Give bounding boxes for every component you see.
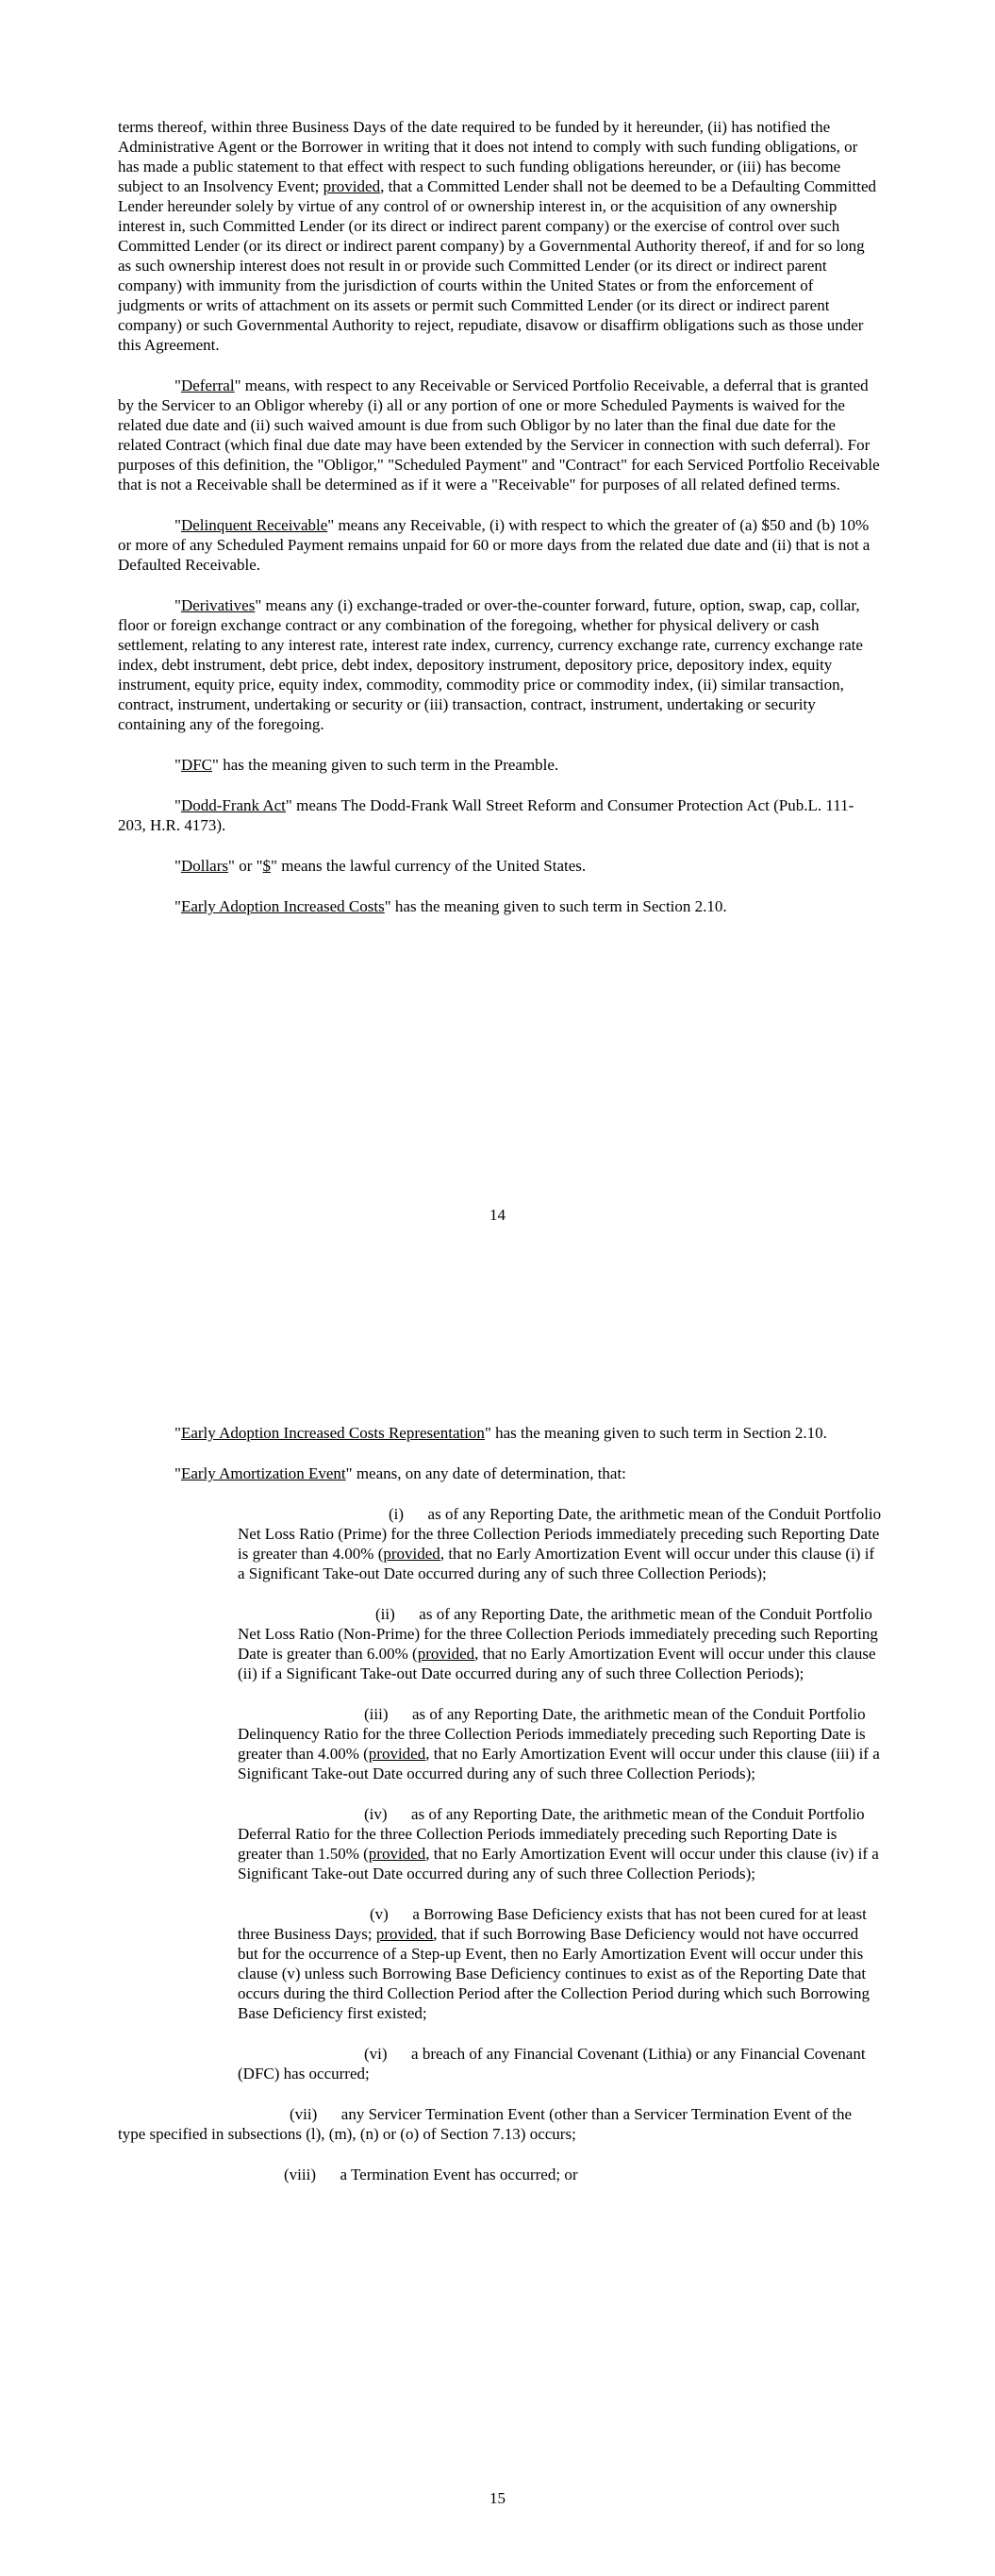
defined-term: Delinquent Receivable [180, 516, 328, 534]
clause-i: (i) as of any Reporting Date, the arithmetic mean of the Conduit Portfolio Net Loss Ratio (Prime) for the three Collection Periods immediately preceding such Reporting Date is greater than 4.00% (provided, that no Early Amortization Event will occur under this clause (i) if a Significant Take-out Date occurred during any of such three Collection Periods); [238, 1505, 882, 1582]
defined-term: DFC [180, 756, 213, 774]
definition-early-adoption-increased-costs: "Early Adoption Increased Costs" has the meaning given to such term in Section 2.10. [174, 897, 727, 915]
clause-number: (viii) [284, 2166, 316, 2183]
clause-vii: (vii) any Servicer Termination Event (other than a Servicer Termination Event of the type specified in subsections (l), (m), (n) or (o) of Section 7.13) occurs; [118, 2105, 853, 2143]
definition-deferral: "Deferral" means, with respect to any Receivable or Serviced Portfolio Receivable, a deferral that is granted by the Servicer to an Obligor whereby (i) all or any portion of one or more Scheduled Payments is waived for the related due date and (ii) such waived amount is due from such Obligor by no later than the final due date for the related Contract (which final due date may have been extended by the Servicer in connection with such deferral). For purposes of this definition, the "Obligor," "Scheduled Payment" and "Contract" for each Serviced Portfolio Receivable that is not a Receivable shall be determined as if it were a "Receivable" for purposes of all related defined terms. [118, 376, 880, 493]
definition-derivatives: "Derivatives" means any (i) exchange-traded or over-the-counter forward, future, option, swap, cap, collar, floor or foreign exchange contract or any combination of the foregoing, whether for physical delivery or cash settlement, relating to any interest rate, interest rate index, currency, currency exchange rate, currency exchange rate index, debt instrument, debt price, debt index, depository instrument, depository price, depository index, equity instrument, equity price, equity index, commodity, commodity price or commodity index, (ii) similar transaction, contract, instrument, undertaking or security or (iii) transaction, contract, instrument, undertaking or security containing any of the foregoing. [118, 596, 863, 733]
page-number: 14 [489, 1206, 506, 1224]
clause-number: (i) [389, 1505, 405, 1523]
clause-v: (v) a Borrowing Base Deficiency exists that has not been cured for at least three Business Days; provided, that if such Borrowing Base Deficiency would not have occurred but for the occurrence of a Step-up Event, then no Early Amortization Event will occur under this clause (v) unless such Borrowing Base Deficiency continues to exist as of the Reporting Date that occurs during the third Collection Period after the Collection Period during which such Borrowing Base Deficiency first existed; [238, 1905, 870, 2022]
clause-number: (ii) [375, 1605, 395, 1623]
clause-number: (iv) [364, 1805, 388, 1823]
definition-dodd-frank-act: "Dodd-Frank Act" means The Dodd-Frank Wall Street Reform and Consumer Protection Act (Pub.L. 111-203, H.R. 4173). [118, 796, 854, 834]
defined-term: $ [262, 857, 272, 875]
definition-dfc: "DFC" has the meaning given to such term in the Preamble. [174, 756, 559, 774]
page-14-body [118, 117, 882, 937]
clause-ii: (ii) as of any Reporting Date, the arithmetic mean of the Conduit Portfolio Net Loss Ratio (Non-Prime) for the three Collection Periods immediately preceding such Reporting Date is greater than 6.00% (provided, that no Early Amortization Event will occur under this clause (ii) if a Significant Take-out Date occurred during any of such three Collection Periods); [238, 1605, 878, 1682]
defined-term: Early Adoption Increased Costs [180, 897, 385, 915]
definition-early-adoption-increased-costs-representation: "Early Adoption Increased Costs Representation" has the meaning given to such term in Section 2.10. [174, 1424, 827, 1442]
page-15 [0, 1321, 995, 2576]
definition-early-amortization-event: "Early Amortization Event" means, on any date of determination, that: [174, 1464, 626, 1482]
clause-number: (v) [370, 1905, 389, 1923]
defined-term: Deferral [180, 376, 235, 394]
definition-delinquent-receivable: "Delinquent Receivable" means any Receivable, (i) with respect to which the greater of (a) $50 and (b) 10% or more of any Scheduled Payment remains unpaid for 60 or more days from the related due date and (ii) that is not a Defaulted Receivable. [118, 516, 871, 574]
clause-iii: (iii) as of any Reporting Date, the arithmetic mean of the Conduit Portfolio Delinquency Ratio for the three Collection Periods immediately preceding such Reporting Date is greater than 4.00% (provided, that no Early Amortization Event will occur under this clause (iii) if a Significant Take-out Date occurred during any of such three Collection Periods); [238, 1705, 880, 1782]
clause-number: (iii) [364, 1705, 389, 1723]
defined-term-provided: provided [323, 177, 381, 195]
paragraph-defaulting-lender-continued: terms thereof, within three Business Days of the date required to be funded by it hereunder, (ii) has notified the Administrative Agent or the Borrower in writing that it does not intend to comply with such funding obligations, or has made a public statement to that effect with respect to such funding obligations hereunder, or (iii) has become subject to an Insolvency Event; provided, that a Committed Lender shall not be deemed to be a Defaulting Committed Lender hereunder solely by virtue of any control of or ownership interest in, or the acquisition of any ownership interest in, such Committed Lender (or its direct or indirect parent company) or the exercise of control over such Committed Lender (or its direct or indirect parent company) by a Governmental Authority thereof, if and for so long as such ownership interest does not result in or provide such Committed Lender (or its direct or indirect parent company) with immunity from the jurisdiction of courts within the United States or from the enforcement of judgments or writs of attachment on its assets or permit such Committed Lender (or its direct or indirect parent company) or such Governmental Authority to reject, repudiate, disavow or disaffirm obligations such as those under this Agreement. [118, 118, 876, 354]
clause-number: (vii) [290, 2105, 318, 2123]
page-15-body [118, 1423, 882, 2205]
clause-number: (vi) [364, 2045, 388, 2063]
definition-dollars: "Dollars" or "$" means the lawful currency of the United States. [174, 857, 587, 875]
defined-term: Dollars [180, 857, 228, 875]
defined-term: Derivatives [180, 596, 256, 614]
defined-term: Dodd-Frank Act [180, 796, 286, 814]
clause-iv: (iv) as of any Reporting Date, the arithmetic mean of the Conduit Portfolio Deferral Ratio for the three Collection Periods immediately preceding such Reporting Date is greater than 1.50% (provided, that no Early Amortization Event will occur under this clause (iv) if a Significant Take-out Date occurred during any of such three Collection Periods); [238, 1805, 879, 1882]
defined-term: Early Amortization Event [180, 1464, 346, 1482]
clause-viii: (viii) a Termination Event has occurred; or [284, 2166, 578, 2183]
clause-vi: (vi) a breach of any Financial Covenant (Lithia) or any Financial Covenant (DFC) has occurred; [238, 2045, 866, 2083]
defined-term: Early Adoption Increased Costs Representation [180, 1424, 485, 1442]
page-number: 15 [489, 2489, 506, 2507]
